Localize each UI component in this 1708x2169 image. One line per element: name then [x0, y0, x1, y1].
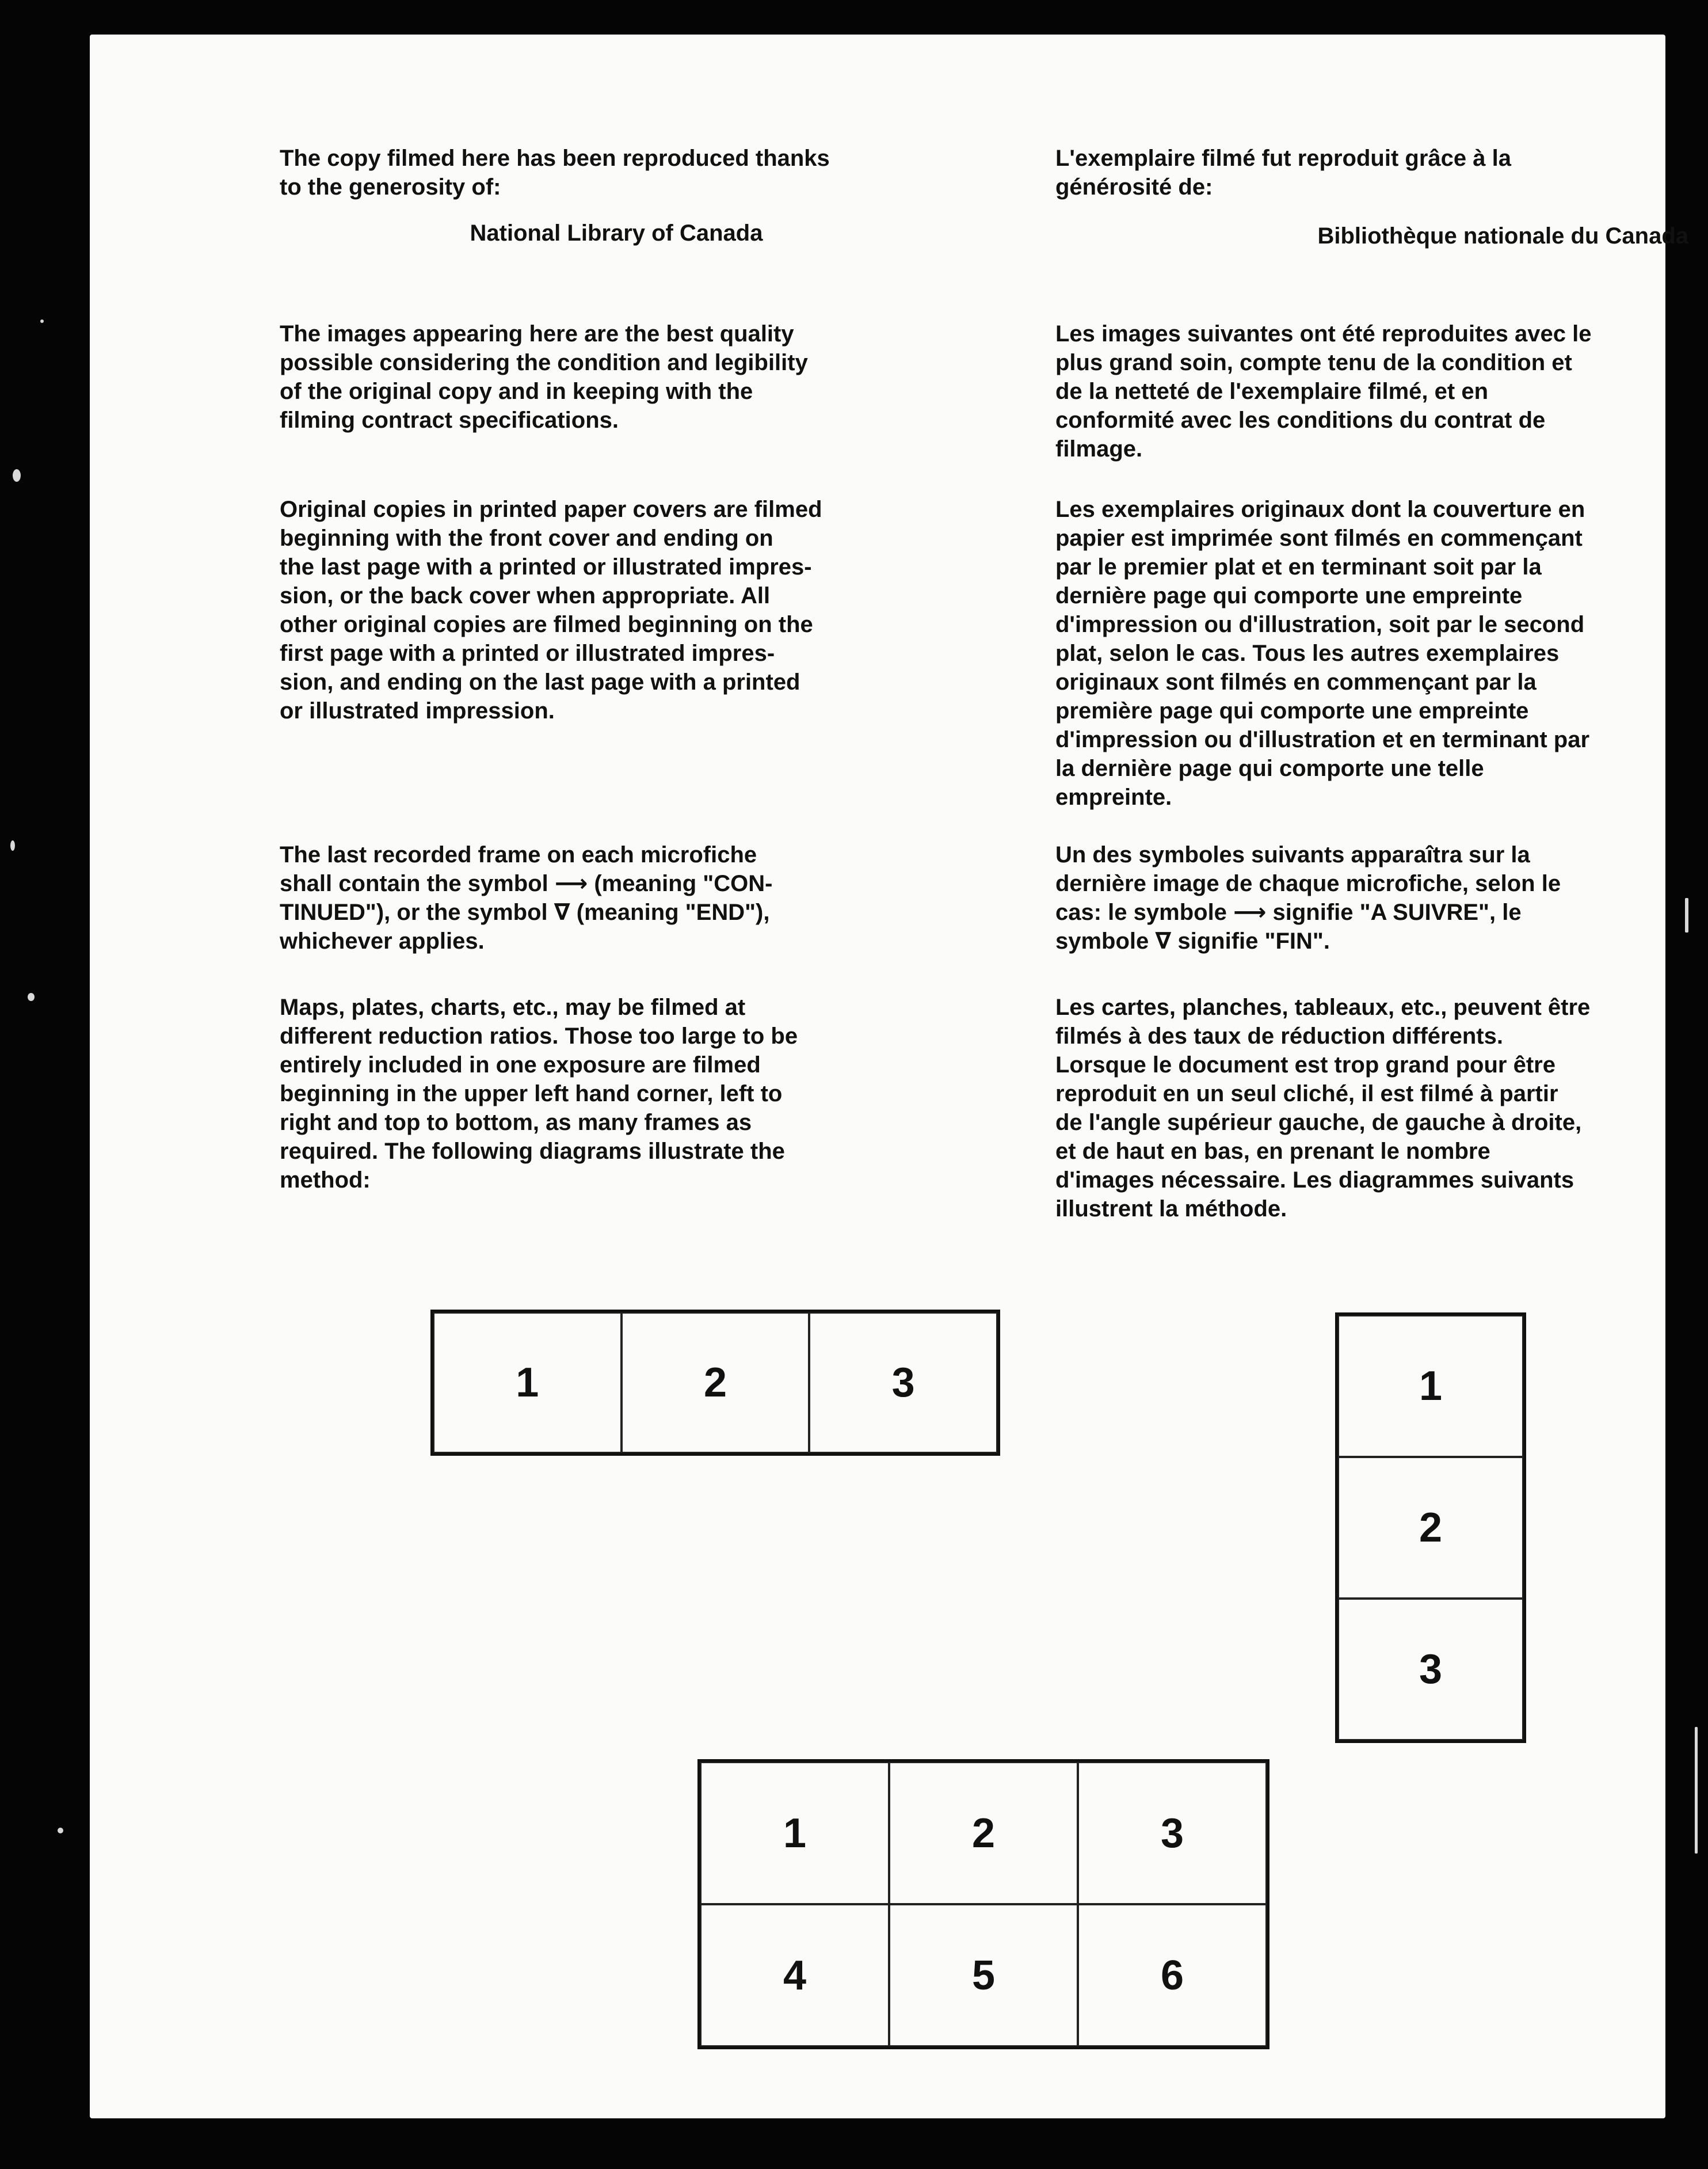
document-page [90, 35, 1688, 2118]
frame-cell: 4 [700, 1904, 889, 2046]
frame-cell: 2 [622, 1312, 810, 1453]
frame-cell: 2 [889, 1762, 1078, 1904]
frame-cell: 1 [700, 1762, 889, 1904]
diagram-vertical-frames [1335, 1312, 1526, 1743]
originals-paragraph-fr: Les exemplaires originaux dont la couverture en papier est imprimée sont filmés en commençant par le premier plat et en terminant soit par la dernière page qui comporte une empreinte d'impression ou d'illustration, soit par le second plat, selon le cas. Tous les autres exemplaires originaux sont filmés en commençant par la première page qui comporte une empreinte d'impression ou d'illustration et en terminant par la dernière page qui comporte une telle empreinte. [1055, 497, 1590, 810]
frame-cell: 3 [1078, 1762, 1267, 1904]
frame-cell: 1 [433, 1312, 622, 1453]
diagram-grid-frames [697, 1759, 1269, 2049]
scan-speck [28, 993, 35, 1001]
scan-speck [1685, 898, 1688, 933]
symbols-paragraph-en: The last recorded frame on each microfiche shall contain the symbol ⟶ (meaning "CON- TINUED"), or the symbol ∇ (meaning "END"), whichever applies. [280, 842, 773, 954]
quality-paragraph-fr: Les images suivantes ont été reproduites avec le plus grand soin, compte tenu de la condition et de la netteté de l'exemplaire filmé, et en conformité avec les conditions du contrat de filmage. [1055, 321, 1592, 462]
scan-speck [10, 840, 15, 851]
scan-speck [58, 1828, 63, 1833]
frame-cell: 1 [1338, 1315, 1523, 1457]
credit-name-fr: Bibliothèque nationale du Canada [1317, 223, 1688, 249]
quality-paragraph-en: The images appearing here are the best quality possible considering the condition and legibility of the original copy and in keeping with the filming contract specifications. [280, 321, 808, 433]
maps-paragraph-fr: Les cartes, planches, tableaux, etc., peuvent être filmés à des taux de réduction différents. Lorsque le document est trop grand pour être reproduit en un seul cliché, il est filmé à partir de l'angle supérieur gauche, de gauche à droite, et de haut en bas, en prenant le nombre d'images nécessaire. Les diagrammes suivants illustrent la méthode. [1055, 995, 1591, 1222]
credit-intro-en: The copy filmed here has been reproduced thanks to the generosity of: [280, 146, 830, 200]
scan-speck [13, 469, 21, 482]
maps-paragraph-en: Maps, plates, charts, etc., may be filmed at different reduction ratios. Those too large to be entirely included in one exposure are filmed beginning in the upper left hand corner, left to right and top to bottom, as many frames as required. The following diagrams illustrate the method: [280, 995, 798, 1193]
originals-paragraph-en: Original copies in printed paper covers are filmed beginning with the front cover and ending on the last page with a printed or illustrated impres- sion, or the back cover when appropriate. All other original copies are filmed beginning on the first page with a printed or illustrated impres- sion, and ending on the last page with a printed or illustrated impression. [280, 497, 822, 724]
frame-cell: 3 [1338, 1599, 1523, 1740]
scan-speck [1695, 1727, 1698, 1854]
frame-cell: 2 [1338, 1457, 1523, 1599]
frame-cell: 3 [809, 1312, 997, 1453]
credit-intro-fr: L'exemplaire filmé fut reproduit grâce à la générosité de: [1055, 146, 1511, 200]
symbols-paragraph-fr: Un des symboles suivants apparaîtra sur la dernière image de chaque microfiche, selon le cas: le symbole ⟶ signifie "A SUIVRE", le symbole ∇ signifie "FIN". [1055, 842, 1561, 954]
frame-cell: 6 [1078, 1904, 1267, 2046]
frame-cell: 5 [889, 1904, 1078, 2046]
credit-name-en: National Library of Canada [470, 220, 763, 246]
scan-speck [40, 319, 44, 323]
diagram-horizontal-frames [430, 1310, 1000, 1456]
